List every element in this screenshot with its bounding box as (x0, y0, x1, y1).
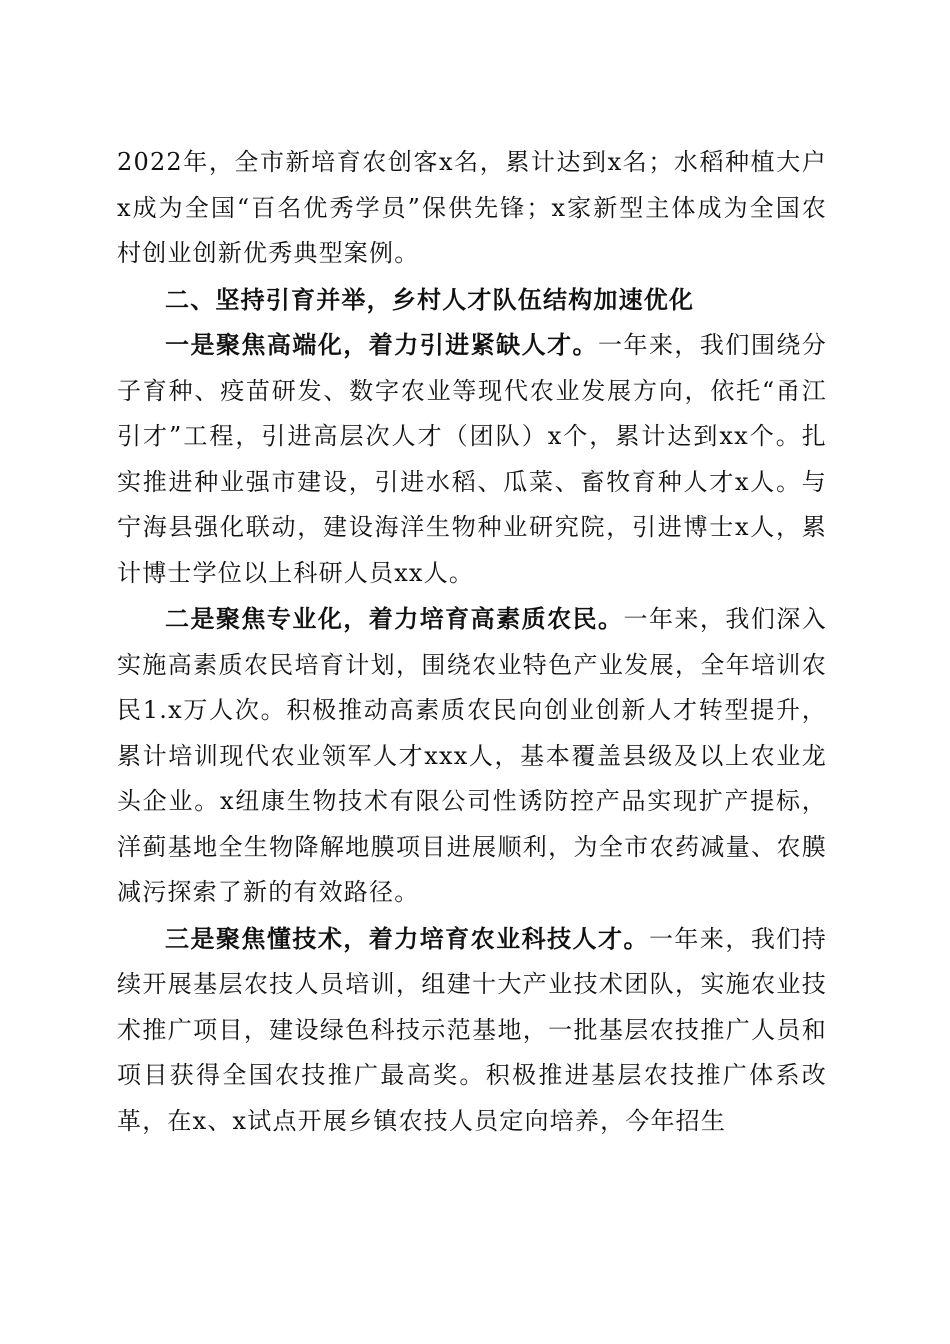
section-heading-2: 二、坚持引育并举，乡村人才队伍结构加速优化 (165, 284, 695, 314)
paragraph-lead: 三是聚焦懂技术，着力培育农业科技人才。 (165, 923, 649, 953)
paragraph-tech-talent (117, 916, 827, 1145)
paragraph-lead: 二是聚焦专业化，着力培育高素质农民。 (165, 604, 624, 633)
paragraph-text: 一年来，我们围绕分子育种、疫苗研发、数字农业等现代农业发展方向，依托“甬江引才”工程，引进高层次人才（团队）x个，累计达到xx个。扎实推进种业强市建设，引进水稻、瓜菜、畜牧育种人才x人。与宁海县强化联动，建设海洋生物种业研究院，引进博士x人，累计博士学位以上科研人员xx人。 (117, 331, 827, 587)
paragraph-lead: 一是聚焦高端化，着力引进紧缺人才。 (165, 330, 599, 359)
document-body (117, 140, 827, 1144)
paragraph-text: 一年来，我们持续开展基层农技人员培训，组建十大产业技术团队，实施农业技术推广项目，建设绿色科技示范基地，一批基层农技推广人员和项目获得全国农技推广最高奖。积极推进基层农技推广体系改革，在x、x试点开展乡镇农技人员定向培养，今年招生 (117, 924, 827, 1135)
paragraph-farmer-training (117, 596, 827, 916)
paragraph-text: 一年来，我们深入实施高素质农民培育计划，围绕农业特色产业发展，全年培训农民1.x万人次。积极推动高素质农民向创业创新人才转型提升，累计培训现代农业领军人才xxx人，基本覆盖县级及以上农业龙头企业。x纽康生物技术有限公司性诱防控产品实现扩产提标，洋蓟基地全生物降解地膜项目进展顺利，为全市农药减量、农膜减污探索了新的有效路径。 (117, 605, 827, 906)
paragraph-continuation: 2022年，全市新培育农创客x名，累计达到x名；水稻种植大户x成为全国“百名优秀学员”保供先锋；x家新型主体成为全国农村创业创新优秀典型案例。 (117, 148, 827, 267)
paragraph-talent-import (117, 322, 827, 596)
